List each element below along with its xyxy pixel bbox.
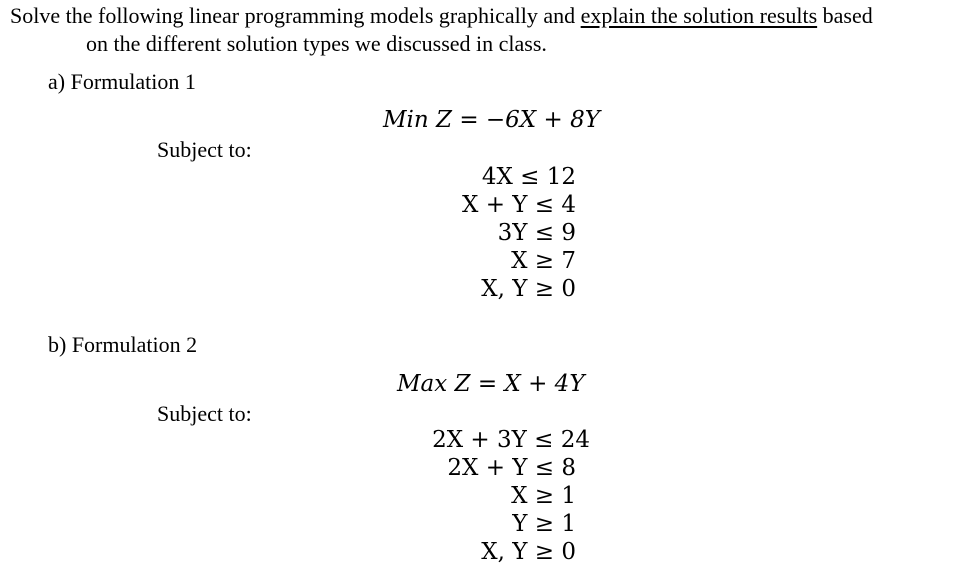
formulation-1-constraint-4: X ≥ 7 bbox=[511, 248, 576, 274]
formulation-2-subject-to: Subject to: bbox=[157, 401, 252, 426]
formulation-2-objective: Max Z = X + 4Y bbox=[397, 371, 585, 397]
formulation-2-constraint-5: X, Y ≥ 0 bbox=[481, 539, 576, 565]
instruction-underlined-text: explain the solution results bbox=[580, 3, 818, 28]
formulation-2-constraint-1: 2X + 3Y ≤ 24 bbox=[432, 427, 590, 453]
formulation-1-objective: Min Z = −6X + 8Y bbox=[383, 107, 600, 133]
formulation-1-constraint-5: X, Y ≥ 0 bbox=[481, 276, 576, 302]
formulation-1-constraint-1: 4X ≤ 12 bbox=[481, 164, 576, 190]
formulation-1-subject-to: Subject to: bbox=[157, 137, 252, 162]
formulation-2-label: b) Formulation 2 bbox=[48, 332, 198, 357]
formulation-2-constraint-2: 2X + Y ≤ 8 bbox=[447, 455, 576, 481]
formulation-1-constraint-3: 3Y ≤ 9 bbox=[497, 220, 576, 246]
formulation-1-constraint-2: X + Y ≤ 4 bbox=[462, 192, 576, 218]
instruction-text-start: Solve the following linear programming models graphically and bbox=[10, 3, 581, 28]
instruction-line-2: on the different solution types we discussed in class. bbox=[86, 31, 547, 56]
formulation-2-constraint-3: X ≥ 1 bbox=[511, 483, 576, 509]
instruction-line-1 bbox=[10, 3, 873, 29]
formulation-1-label: a) Formulation 1 bbox=[48, 69, 196, 94]
instruction-text-end: based bbox=[817, 3, 873, 28]
formulation-2-constraint-4: Y ≥ 1 bbox=[512, 511, 576, 537]
